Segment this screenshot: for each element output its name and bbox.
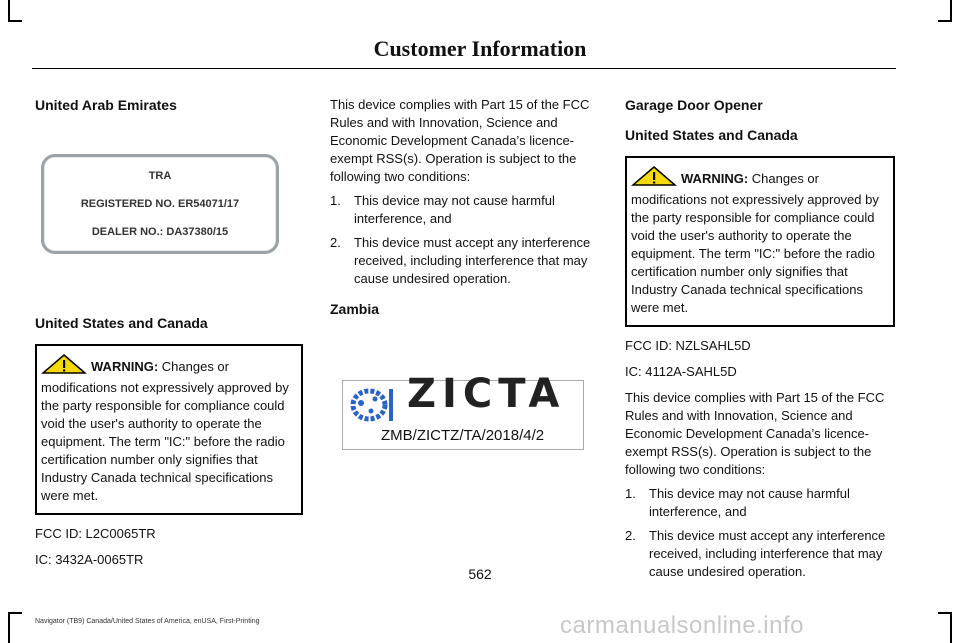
fcc-id: FCC ID: L2C0065TR [35,526,156,541]
warning-icon [631,166,677,191]
crop-mark [950,0,952,20]
warning-label: WARNING: [681,171,749,186]
column-2 [330,96,602,450]
zicta-registration: ZMB/ZICTZ/TA/2018/4/2 [381,427,545,444]
warning-label: WARNING: [91,359,159,374]
tra-line-3: DEALER NO.: DA37380/15 [91,226,229,238]
us-canada-heading-2: United States and Canada [625,127,798,143]
garage-heading: Garage Door Opener [625,97,763,113]
tra-line-2: REGISTERED NO. ER54071/17 [80,198,240,210]
us-canada-heading: United States and Canada [35,315,208,331]
crop-mark [8,0,10,20]
list-item: 2. This device must accept any interference received, including interference that may cause undesired operation. [625,528,886,579]
crop-mark [950,612,952,643]
crop-mark [8,612,10,643]
zicta-wordmark: ZICTA [407,371,566,417]
list-item: 2. This device must accept any interference received, including interference that may cause undesired operation. [330,235,591,286]
fcc-id-2: FCC ID: NZLSAHL5D [625,338,751,353]
zicta-logo-icon [347,385,401,425]
tra-label-image [41,154,279,254]
uae-heading: United Arab Emirates [35,97,177,113]
tra-line-1: TRA [148,170,172,182]
page-title: Customer Information [373,36,587,61]
list-item: 1. This device may not cause harmful interference, and [330,193,555,226]
ic-number-2: IC: 4112A-SAHL5D [625,364,737,379]
zambia-heading: Zambia [330,301,380,317]
ic-number: IC: 3432A-0065TR [35,552,144,567]
crop-mark [8,20,22,22]
column-3 [625,96,895,587]
list-item: 1. This device may not cause harmful interference, and [625,486,850,519]
watermark: carmanualsonline.info [560,612,804,639]
page-number: 562 [468,566,492,582]
column-1 [35,96,303,569]
header-rule [32,68,896,69]
compliance-text: This device complies with Part 15 of the FCC Rules and with Innovation, Science and Economic Development Canada’s licence-exempt RSS(s). Operation is subject to the following two conditions: [330,97,590,184]
crop-mark [938,20,952,22]
crop-mark [938,612,952,614]
warning-box [35,344,303,515]
zicta-label-image [342,371,584,450]
compliance-text-2: This device complies with Part 15 of the FCC Rules and with Innovation, Science and Economic Development Canada’s licence-exempt RSS(s). Operation is subject to the following two conditions: [625,390,885,477]
crop-mark [8,612,22,614]
warning-text: Changes or modifications not expressively approved by the party responsible for compliance could void the user's authority to operate the equipment. The term "IC:" before the radio certification number only signifies that Industry Canada technical specifications were met. [41,359,289,503]
conditions-list [330,192,602,288]
warning-box-2 [625,156,895,327]
document-info: Navigator (TB9) Canada/United States of America, enUSA, First-Printing [35,618,260,625]
warning-text: Changes or modifications not expressively approved by the party responsible for compliance could void the user's authority to operate the equipment. The term "IC:" before the radio certification number only signifies that Industry Canada technical specifications were met. [631,171,879,315]
warning-icon [41,354,87,379]
